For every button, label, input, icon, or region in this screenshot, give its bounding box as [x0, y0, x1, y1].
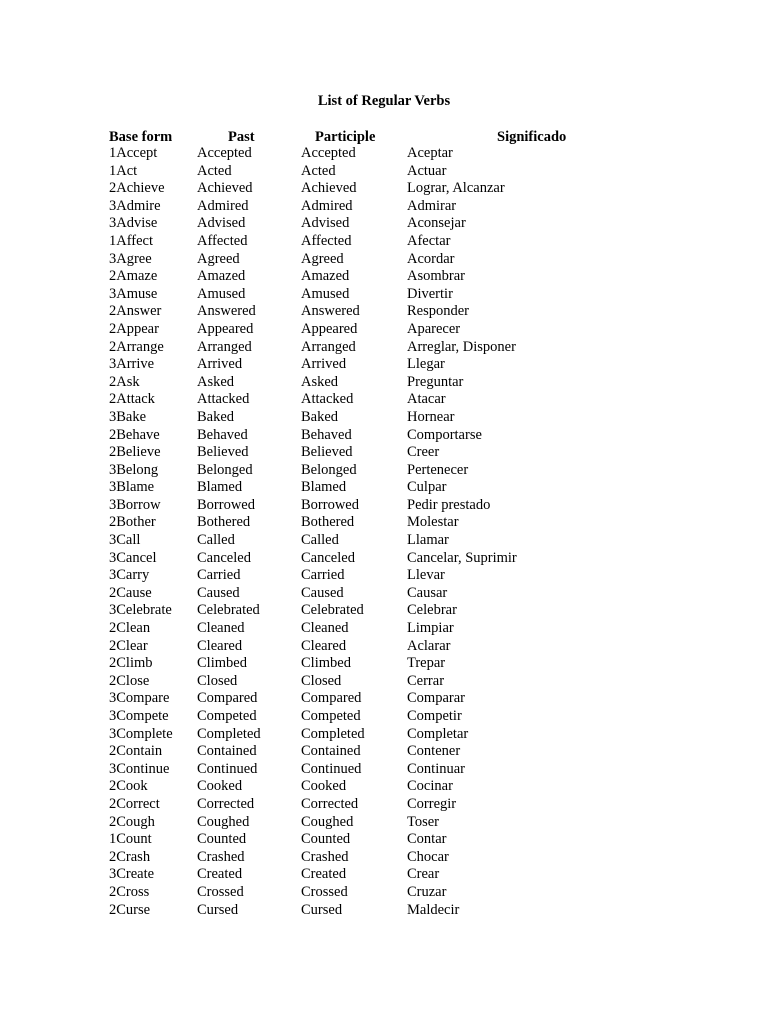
past-cell: Compared [197, 690, 258, 707]
significado-cell: Asombrar [407, 268, 465, 285]
past-cell: Believed [197, 444, 249, 461]
participle-cell: Belonged [301, 461, 357, 478]
significado-cell: Chocar [407, 848, 449, 865]
significado-cell: Molestar [407, 514, 459, 531]
significado-cell: Aceptar [407, 145, 453, 161]
base-form-cell: 2Cough [109, 813, 155, 830]
base-form-cell: 2Correct [109, 795, 160, 812]
table-row [0, 638, 768, 656]
past-cell: Cursed [197, 901, 239, 918]
past-cell: Amazed [197, 268, 246, 285]
significado-cell: Corregir [407, 795, 457, 812]
table-row [0, 866, 768, 884]
table-row [0, 567, 768, 585]
past-cell: Caused [197, 584, 240, 601]
table-row [0, 726, 768, 744]
significado-cell: Afectar [407, 232, 451, 249]
past-cell: Crossed [197, 883, 244, 900]
base-form-cell: 2Cause [109, 584, 152, 601]
significado-cell: Aclarar [407, 637, 451, 654]
past-cell: Behaved [197, 426, 248, 443]
base-form-cell: 3Continue [109, 760, 170, 777]
significado-cell: Divertir [407, 285, 453, 302]
participle-cell: Cleared [301, 637, 347, 654]
past-cell: Baked [197, 408, 235, 425]
base-form-cell: 2Crash [109, 848, 151, 865]
base-form-cell: 1Count [109, 831, 152, 848]
base-form-cell: 2Contain [109, 743, 163, 760]
participle-cell: Accepted [301, 145, 356, 161]
past-cell: Competed [197, 708, 257, 724]
past-cell: Completed [197, 725, 261, 742]
significado-cell: Culpar [407, 479, 447, 496]
participle-cell: Counted [301, 831, 351, 848]
base-form-cell: 3Advise [109, 215, 158, 232]
base-form-cell: 2Climb [109, 655, 153, 672]
base-form-cell: 3Admire [109, 197, 161, 214]
table-row [0, 391, 768, 409]
header-significado: Significado [497, 129, 567, 145]
past-cell: Canceled [197, 549, 251, 566]
base-form-cell: 3Create [109, 866, 155, 883]
participle-cell: Borrowed [301, 496, 359, 513]
participle-cell: Cooked [301, 778, 347, 795]
table-row [0, 163, 768, 181]
table-row [0, 884, 768, 902]
table-row [0, 778, 768, 796]
base-form-cell: 2Behave [109, 426, 160, 443]
table-row [0, 198, 768, 216]
past-cell: Bothered [197, 514, 251, 531]
significado-cell: Comparar [407, 690, 465, 707]
past-cell: Asked [197, 373, 235, 390]
participle-cell: Compared [301, 690, 362, 707]
table-header [0, 128, 768, 146]
table-row [0, 356, 768, 374]
base-form-cell: 1Accept [109, 145, 158, 161]
significado-cell: Cruzar [407, 883, 447, 900]
base-form-cell: 3Compete [109, 708, 169, 724]
participle-cell: Attacked [301, 391, 354, 408]
significado-cell: Llegar [407, 356, 445, 373]
base-form-cell: 3Borrow [109, 496, 161, 513]
past-cell: Amused [197, 285, 246, 302]
base-form-cell: 2Appear [109, 320, 159, 337]
significado-cell: Crear [407, 866, 440, 883]
table-row [0, 743, 768, 761]
participle-cell: Affected [301, 232, 352, 249]
past-cell: Counted [197, 831, 247, 848]
participle-cell: Carried [301, 567, 345, 584]
past-cell: Blamed [197, 479, 243, 496]
table-row [0, 532, 768, 550]
participle-cell: Answered [301, 303, 360, 320]
table-row [0, 251, 768, 269]
participle-cell: Closed [301, 672, 342, 689]
table-row [0, 514, 768, 532]
table-row [0, 409, 768, 427]
table-row [0, 286, 768, 304]
header-participle: Participle [315, 129, 376, 145]
significado-cell: Arreglar, Disponer [407, 338, 516, 355]
participle-cell: Behaved [301, 426, 352, 443]
base-form-cell: 1Affect [109, 232, 154, 249]
header-base-form: Base form [109, 129, 173, 145]
table-row [0, 215, 768, 233]
table-row [0, 620, 768, 638]
table-row [0, 902, 768, 920]
participle-cell: Crashed [301, 848, 349, 865]
base-form-cell: 3Celebrate [109, 602, 172, 619]
participle-cell: Achieved [301, 180, 357, 197]
table-row [0, 708, 768, 726]
participle-cell: Cleaned [301, 620, 349, 637]
participle-cell: Advised [301, 215, 350, 232]
past-cell: Achieved [197, 180, 253, 197]
significado-cell: Lograr, Alcanzar [407, 180, 505, 197]
base-form-cell: 3Complete [109, 725, 173, 742]
past-cell: Agreed [197, 250, 240, 267]
table-row [0, 796, 768, 814]
table-row [0, 268, 768, 286]
significado-cell: Cocinar [407, 778, 453, 795]
participle-cell: Coughed [301, 813, 354, 830]
table-row [0, 655, 768, 673]
base-form-cell: 3Belong [109, 461, 159, 478]
table-row [0, 849, 768, 867]
table-row [0, 427, 768, 445]
base-form-cell: 2Ask [109, 373, 140, 390]
significado-cell: Atacar [407, 391, 446, 408]
past-cell: Advised [197, 215, 246, 232]
base-form-cell: 2Close [109, 672, 150, 689]
verb-table [0, 145, 768, 919]
past-cell: Affected [197, 232, 248, 249]
past-cell: Closed [197, 672, 238, 689]
past-cell: Coughed [197, 813, 250, 830]
participle-cell: Called [301, 532, 339, 549]
base-form-cell: 2Cross [109, 883, 150, 900]
base-form-cell: 3Agree [109, 250, 152, 267]
participle-cell: Arranged [301, 338, 356, 355]
significado-cell: Completar [407, 725, 469, 742]
base-form-cell: 2Curse [109, 901, 151, 918]
table-row [0, 180, 768, 198]
past-cell: Climbed [197, 655, 247, 672]
significado-cell: Preguntar [407, 373, 464, 390]
participle-cell: Created [301, 866, 347, 883]
table-row [0, 479, 768, 497]
participle-cell: Arrived [301, 356, 347, 373]
participle-cell: Amazed [301, 268, 350, 285]
table-row [0, 321, 768, 339]
base-form-cell: 3Bake [109, 408, 147, 425]
base-form-cell: 3Blame [109, 479, 155, 496]
table-row [0, 814, 768, 832]
past-cell: Cleaned [197, 620, 245, 637]
significado-cell: Pedir prestado [407, 496, 491, 513]
base-form-cell: 2Attack [109, 391, 155, 408]
past-cell: Cleared [197, 637, 243, 654]
past-cell: Borrowed [197, 496, 255, 513]
past-cell: Cooked [197, 778, 243, 795]
participle-cell: Canceled [301, 549, 355, 566]
past-cell: Continued [197, 760, 258, 777]
past-cell: Attacked [197, 391, 250, 408]
participle-cell: Bothered [301, 514, 355, 531]
table-row [0, 444, 768, 462]
participle-cell: Caused [301, 584, 344, 601]
base-form-cell: 2Clear [109, 637, 148, 654]
table-row [0, 673, 768, 691]
table-row [0, 585, 768, 603]
significado-cell: Llamar [407, 532, 449, 549]
participle-cell: Acted [301, 162, 336, 179]
significado-cell: Admirar [407, 197, 457, 214]
past-cell: Carried [197, 567, 241, 584]
table-row [0, 374, 768, 392]
page-title: List of Regular Verbs [317, 93, 451, 109]
table-row [0, 145, 768, 163]
table-row [0, 761, 768, 779]
significado-cell: Aconsejar [407, 215, 466, 232]
participle-cell: Competed [301, 708, 361, 724]
significado-cell: Comportarse [407, 426, 482, 443]
base-form-cell: 2Arrange [109, 338, 164, 355]
participle-cell: Appeared [301, 320, 358, 337]
header-past: Past [228, 129, 255, 145]
participle-cell: Amused [301, 285, 350, 302]
participle-cell: Cursed [301, 901, 343, 918]
table-row [0, 831, 768, 849]
past-cell: Arranged [197, 338, 252, 355]
significado-cell: Acordar [407, 250, 455, 267]
participle-cell: Blamed [301, 479, 347, 496]
past-cell: Celebrated [197, 602, 260, 619]
participle-cell: Continued [301, 760, 362, 777]
past-cell: Admired [197, 197, 249, 214]
base-form-cell: 3Call [109, 532, 141, 549]
past-cell: Corrected [197, 795, 255, 812]
base-form-cell: 1Act [109, 162, 138, 179]
significado-cell: Cerrar [407, 672, 445, 689]
significado-cell: Aparecer [407, 320, 461, 337]
significado-cell: Creer [407, 444, 440, 461]
significado-cell: Continuar [407, 760, 465, 777]
base-form-cell: 3Arrive [109, 356, 155, 373]
significado-cell: Pertenecer [407, 461, 469, 478]
participle-cell: Asked [301, 373, 339, 390]
past-cell: Acted [197, 162, 232, 179]
base-form-cell: 3Carry [109, 567, 150, 584]
significado-cell: Toser [407, 813, 440, 830]
significado-cell: Actuar [407, 162, 447, 179]
significado-cell: Contar [407, 831, 447, 848]
participle-cell: Celebrated [301, 602, 364, 619]
significado-cell: Contener [407, 743, 461, 760]
past-cell: Arrived [197, 356, 243, 373]
participle-cell: Agreed [301, 250, 344, 267]
past-cell: Answered [197, 303, 256, 320]
participle-cell: Completed [301, 725, 365, 742]
participle-cell: Admired [301, 197, 353, 214]
participle-cell: Corrected [301, 795, 359, 812]
significado-cell: Llevar [407, 567, 445, 584]
base-form-cell: 3Cancel [109, 549, 157, 566]
base-form-cell: 2Cook [109, 778, 148, 795]
significado-cell: Competir [407, 708, 462, 724]
significado-cell: Maldecir [407, 901, 460, 918]
base-form-cell: 2Answer [109, 303, 162, 320]
participle-cell: Contained [301, 743, 361, 760]
base-form-cell: 2Amaze [109, 268, 158, 285]
table-row [0, 462, 768, 480]
past-cell: Accepted [197, 145, 252, 161]
base-form-cell: 2Clean [109, 620, 151, 637]
significado-cell: Responder [407, 303, 470, 320]
table-row [0, 233, 768, 251]
base-form-cell: 3Compare [109, 690, 170, 707]
table-row [0, 339, 768, 357]
base-form-cell: 2Achieve [109, 180, 165, 197]
participle-cell: Baked [301, 408, 339, 425]
significado-cell: Causar [407, 584, 448, 601]
significado-cell: Limpiar [407, 620, 454, 637]
participle-cell: Climbed [301, 655, 351, 672]
past-cell: Appeared [197, 320, 254, 337]
table-row [0, 602, 768, 620]
significado-cell: Hornear [407, 408, 455, 425]
table-row [0, 550, 768, 568]
significado-cell: Celebrar [407, 602, 457, 619]
table-row [0, 690, 768, 708]
past-cell: Created [197, 866, 243, 883]
significado-cell: Trepar [407, 655, 446, 672]
base-form-cell: 3Amuse [109, 285, 158, 302]
participle-cell: Crossed [301, 883, 348, 900]
base-form-cell: 2Bother [109, 514, 156, 531]
past-cell: Called [197, 532, 235, 549]
past-cell: Crashed [197, 848, 245, 865]
table-row [0, 303, 768, 321]
significado-cell: Cancelar, Suprimir [407, 549, 517, 566]
past-cell: Belonged [197, 461, 253, 478]
base-form-cell: 2Believe [109, 444, 161, 461]
table-row [0, 497, 768, 515]
participle-cell: Believed [301, 444, 353, 461]
past-cell: Contained [197, 743, 257, 760]
